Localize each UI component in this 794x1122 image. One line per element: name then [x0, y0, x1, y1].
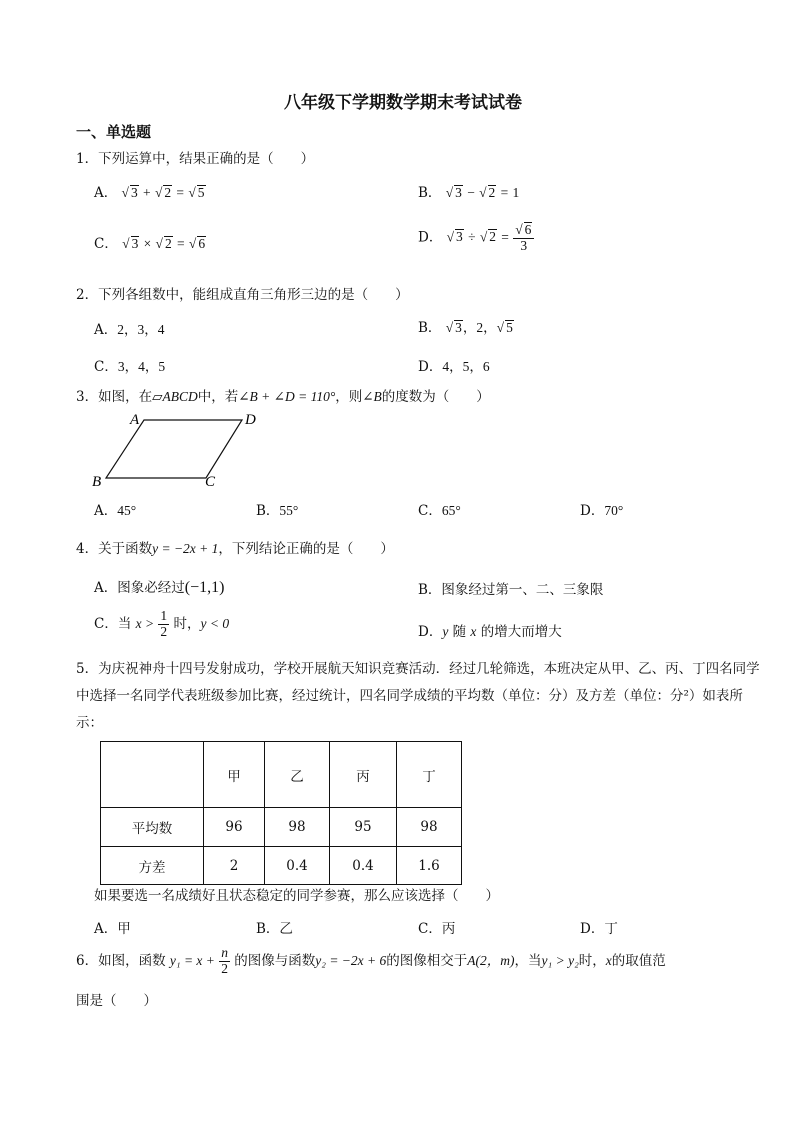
q1-option-b: B． √ 3 − √ 2 = 1 [418, 185, 520, 201]
question-6-continuation: 围是（ ） [76, 993, 157, 1009]
q2-option-c: C．3，4，5 [94, 359, 166, 375]
vertex-label-d: D [245, 412, 256, 428]
table-cell: 2 [204, 847, 265, 885]
question-3-stem: 3．如图，在▱ABCD中，若∠B + ∠D = 110°，则∠B的度数为（ ） [76, 389, 490, 405]
q2-option-b: B． √ 3，2，√ 5 [418, 320, 513, 336]
table-cell: 方差 [101, 847, 204, 885]
q3-option-d: D．70° [580, 503, 624, 519]
table-header-cell [101, 742, 204, 808]
q3-option-b: B．55° [256, 503, 299, 519]
table-header-cell: 丁 [397, 742, 462, 808]
q5-option-b: B．乙 [256, 921, 293, 937]
table-header-row [101, 742, 462, 808]
table-cell: 96 [204, 808, 265, 847]
table-cell: 0.4 [265, 847, 330, 885]
q3-option-c: C．65° [418, 503, 461, 519]
fraction: $\frac{1}{2}$ [160, 608, 168, 639]
fraction: $\frac{√ 6}{3}$ [513, 222, 534, 254]
table-row [101, 847, 462, 885]
table-cell: 平均数 [101, 808, 204, 847]
statistics-table [100, 741, 462, 885]
question-text: 下列运算中，结果正确的是（ ） [98, 151, 315, 167]
q4-option-c: C．当 x > $\frac{1}{2}$ 时，y < 0 [94, 608, 230, 639]
q1-option-d: D． √ 3 ÷ √ 2 = $\frac{√ 6}{3}$ [418, 222, 534, 254]
table-cell: 0.4 [330, 847, 397, 885]
vertex-label-a: A [130, 412, 140, 428]
table-cell: 98 [397, 808, 462, 847]
q4-option-b: B．图象经过第一、二、三象限 [418, 582, 604, 598]
q5-option-a: A．甲 [94, 921, 131, 937]
table-header-cell: 丙 [330, 742, 397, 808]
question-1-stem [76, 147, 314, 167]
table-row [101, 808, 462, 847]
section-heading: 一、单选题 [76, 123, 152, 141]
q4-option-a: A．图象必经过(−1,1) [94, 579, 225, 596]
q1-option-c: C． √ 3 × √ 2 = √ 6 [94, 236, 206, 252]
fraction: $\frac{n}{2}$ [221, 945, 228, 976]
question-5-stem: 5．为庆祝神舟十四号发射成功，学校开展航天知识竞赛活动．经过几轮筛选，本班决定从甲、乙、丙、丁四名同学中选择一名同学代表班级参加比赛，经过统计，四名同学成绩的平均数（单位：分）及方差（单位：分²）如表所示： [76, 661, 760, 731]
q1-option-a: A． √ 3 + √ 2 = √ 5 [94, 185, 205, 201]
q2-option-a: A．2，3，4 [94, 322, 165, 338]
question-4-stem: 4．关于函数y = −2x + 1，下列结论正确的是（ ） [76, 541, 394, 557]
table-cell: 98 [265, 808, 330, 847]
question-6-stem: 6．如图，函数 y₁ = x + $\frac{n}{2}$ 的图像与函数y₂ = −2x + 6的图像相交于A(2，m)，当y₁ > y₂时，x的取值范 [76, 945, 666, 976]
q3-option-a: A．45° [94, 503, 137, 519]
table-header-cell: 甲 [204, 742, 265, 808]
q5-option-d: D．丁 [580, 921, 618, 937]
table-cell: 1.6 [397, 847, 462, 885]
parallelogram-shape [106, 420, 242, 478]
question-5-followup: 如果要选一名成绩好且状态稳定的同学参赛，那么应该选择（ ） [94, 888, 499, 904]
q4-option-d: D．y 随 x 的增大而增大 [418, 624, 562, 640]
table-header-cell: 乙 [265, 742, 330, 808]
vertex-label-c: C [205, 474, 216, 490]
vertex-label-b: B [92, 474, 102, 490]
question-2-stem: 2．下列各组数中，能组成直角三角形三边的是（ ） [76, 287, 409, 303]
q5-option-c: C．丙 [418, 921, 456, 937]
question-number: 1． [76, 151, 99, 167]
page-title: 八年级下学期数学期末考试试卷 [284, 93, 522, 113]
parallelogram-figure [88, 408, 268, 490]
q2-option-d: D．4，5，6 [418, 359, 490, 375]
table-cell: 95 [330, 808, 397, 847]
